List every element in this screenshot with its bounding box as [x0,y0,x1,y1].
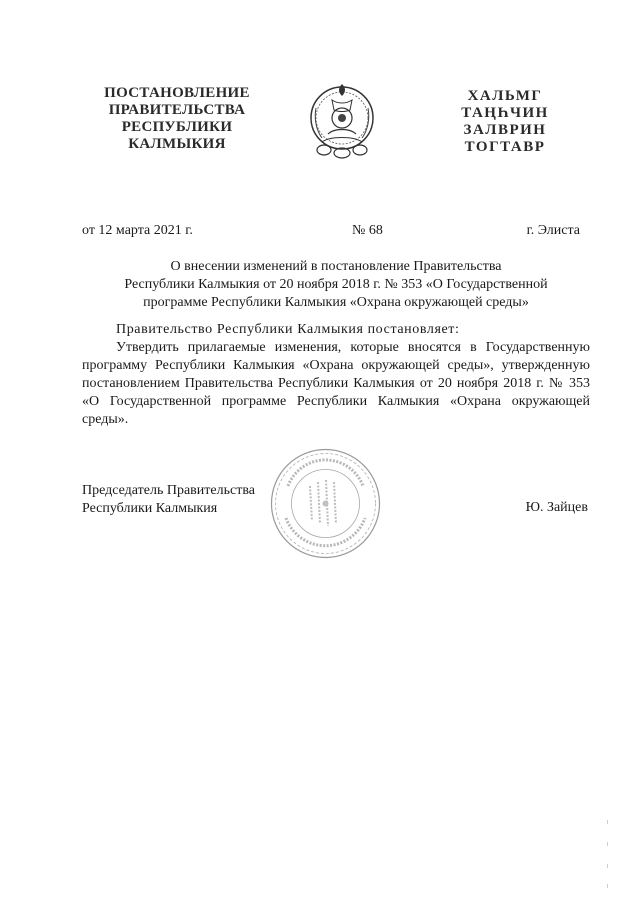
header-left-line: ПРАВИТЕЛЬСТВА [108,102,246,118]
header-left-title [82,85,272,153]
document-city: г. Элиста [526,223,580,238]
document-date: от 12 марта 2021 г. [82,223,193,238]
body-intro: Правительство Республики Калмыкия постановляет: [116,322,460,337]
title-line: О внесении изменений в постановление Правительства [170,259,502,274]
kalmykia-coat-of-arms-icon [302,78,382,162]
header-left-line: КАЛМЫКИЯ [128,136,226,152]
title-line: программе Республики Калмыкия «Охрана окружающей среды» [143,295,529,310]
body-paragraph: Утвердить прилагаемые изменения, которые вносятся в Государственную программу Республики Калмыкия «Охрана окружающей среды», утвержденную постановлением Правительства Республики Калмыкия от 20 ноября 2018 г. № 353 «О Государственной программе Республики Калмыкия «Охрана окружающей среды». [82,340,590,427]
official-stamp-icon [268,446,383,561]
document-body [82,321,590,429]
document-title [82,258,590,312]
signatory-position-line: Республики Калмыкия [82,501,218,516]
header-right-title [440,88,570,156]
signatory-name: Ю. Зайцев [525,500,588,515]
signatory-position-line: Председатель Правительства [82,483,255,498]
header-right-line: ЗАЛВРИН [463,122,547,138]
header-right-line: ТАҢҺЧИН [461,105,549,121]
header-left-line: ПОСТАНОВЛЕНИЕ [104,85,250,101]
header-right-line: ХАЛЬМГ [467,88,543,104]
title-line: Республики Калмыкия от 20 ноября 2018 г. № 353 «О Государственной [124,277,548,292]
scan-artifact-dots [606,820,610,890]
signatory-position [82,482,255,518]
document-number: № 68 [352,223,383,238]
header-left-line: РЕСПУБЛИКИ [121,119,233,135]
header-right-line: ТОГТАВР [464,139,546,155]
